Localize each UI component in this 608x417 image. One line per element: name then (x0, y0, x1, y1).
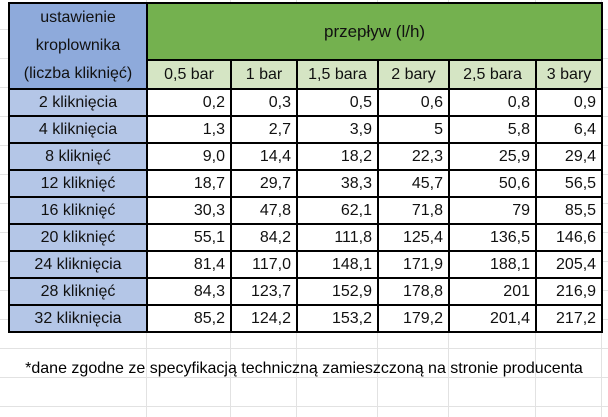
value-cell: 29,4 (536, 143, 602, 170)
value-cell: 81,4 (147, 251, 231, 278)
pressure-header-cell: 3 bary (536, 60, 602, 89)
flow-table (8, 2, 603, 333)
value-cell: 3,9 (297, 116, 378, 143)
value-cell: 25,9 (449, 143, 536, 170)
pressure-header-cell: 2,5 bara (449, 60, 536, 89)
gridline-horizontal (0, 348, 608, 349)
corner-header-line-1: ustawienie (40, 9, 116, 26)
value-cell: 0,8 (449, 89, 536, 116)
value-cell: 2,7 (231, 116, 297, 143)
value-cell: 45,7 (378, 170, 449, 197)
pressure-header-cell: 1,5 bara (297, 60, 378, 89)
value-cell: 85,2 (147, 305, 231, 332)
value-cell: 22,3 (378, 143, 449, 170)
value-cell: 216,9 (536, 278, 602, 305)
value-cell: 0,3 (231, 89, 297, 116)
value-cell: 188,1 (449, 251, 536, 278)
value-cell: 124,2 (231, 305, 297, 332)
corner-header-line-3: (liczba kliknięć) (23, 65, 133, 82)
value-cell: 0,6 (378, 89, 449, 116)
value-cell: 125,4 (378, 224, 449, 251)
table-row (9, 305, 602, 332)
value-cell: 117,0 (231, 251, 297, 278)
pressure-header-cell: 1 bar (231, 60, 297, 89)
row-label: 16 kliknięć (9, 197, 147, 224)
table-row (9, 89, 602, 116)
table-row (9, 278, 602, 305)
value-cell: 6,4 (536, 116, 602, 143)
value-cell: 84,2 (231, 224, 297, 251)
value-cell: 30,3 (147, 197, 231, 224)
value-cell: 5 (378, 116, 449, 143)
value-cell: 47,8 (231, 197, 297, 224)
value-cell: 84,3 (147, 278, 231, 305)
value-cell: 0,5 (297, 89, 378, 116)
value-cell: 5,8 (449, 116, 536, 143)
row-label: 28 kliknięć (9, 278, 147, 305)
flow-header: przepływ (l/h) (147, 3, 602, 60)
pressure-header-cell: 2 bary (378, 60, 449, 89)
value-cell: 29,7 (231, 170, 297, 197)
value-cell: 146,6 (536, 224, 602, 251)
value-cell: 79 (449, 197, 536, 224)
value-cell: 148,1 (297, 251, 378, 278)
row-label: 12 kliknięć (9, 170, 147, 197)
value-cell: 50,6 (449, 170, 536, 197)
value-cell: 62,1 (297, 197, 378, 224)
pressure-header-cell: 0,5 bar (147, 60, 231, 89)
value-cell: 55,1 (147, 224, 231, 251)
value-cell: 201 (449, 278, 536, 305)
corner-header-line-2: kroplownika (35, 37, 121, 54)
value-cell: 217,2 (536, 305, 602, 332)
value-cell: 71,8 (378, 197, 449, 224)
value-cell: 201,4 (449, 305, 536, 332)
table-row (9, 197, 602, 224)
row-label: 8 kliknięć (9, 143, 147, 170)
table-row (9, 170, 602, 197)
value-cell: 136,5 (449, 224, 536, 251)
value-cell: 0,2 (147, 89, 231, 116)
row-label: 20 kliknięć (9, 224, 147, 251)
gridline-horizontal (0, 406, 608, 407)
value-cell: 0,9 (536, 89, 602, 116)
table-row (9, 224, 602, 251)
value-cell: 205,4 (536, 251, 602, 278)
value-cell: 123,7 (231, 278, 297, 305)
value-cell: 111,8 (297, 224, 378, 251)
row-label: 24 kliknięcia (9, 251, 147, 278)
value-cell: 18,2 (297, 143, 378, 170)
row-label: 4 kliknięcia (9, 116, 147, 143)
row-label: 32 kliknięcia (9, 305, 147, 332)
value-cell: 179,2 (378, 305, 449, 332)
value-cell: 18,7 (147, 170, 231, 197)
table-row (9, 116, 602, 143)
value-cell: 14,4 (231, 143, 297, 170)
table-row (9, 251, 602, 278)
table-row (9, 143, 602, 170)
footnote: *dane zgodne ze specyfikacją techniczną zamieszczoną na stronie producenta (25, 360, 583, 377)
value-cell: 153,2 (297, 305, 378, 332)
value-cell: 1,3 (147, 116, 231, 143)
table-body (9, 89, 602, 332)
value-cell: 171,9 (378, 251, 449, 278)
corner-header (9, 3, 147, 89)
flow-header-row (9, 3, 602, 60)
value-cell: 9,0 (147, 143, 231, 170)
value-cell: 152,9 (297, 278, 378, 305)
value-cell: 178,8 (378, 278, 449, 305)
value-cell: 56,5 (536, 170, 602, 197)
value-cell: 85,5 (536, 197, 602, 224)
row-label: 2 kliknięcia (9, 89, 147, 116)
value-cell: 38,3 (297, 170, 378, 197)
